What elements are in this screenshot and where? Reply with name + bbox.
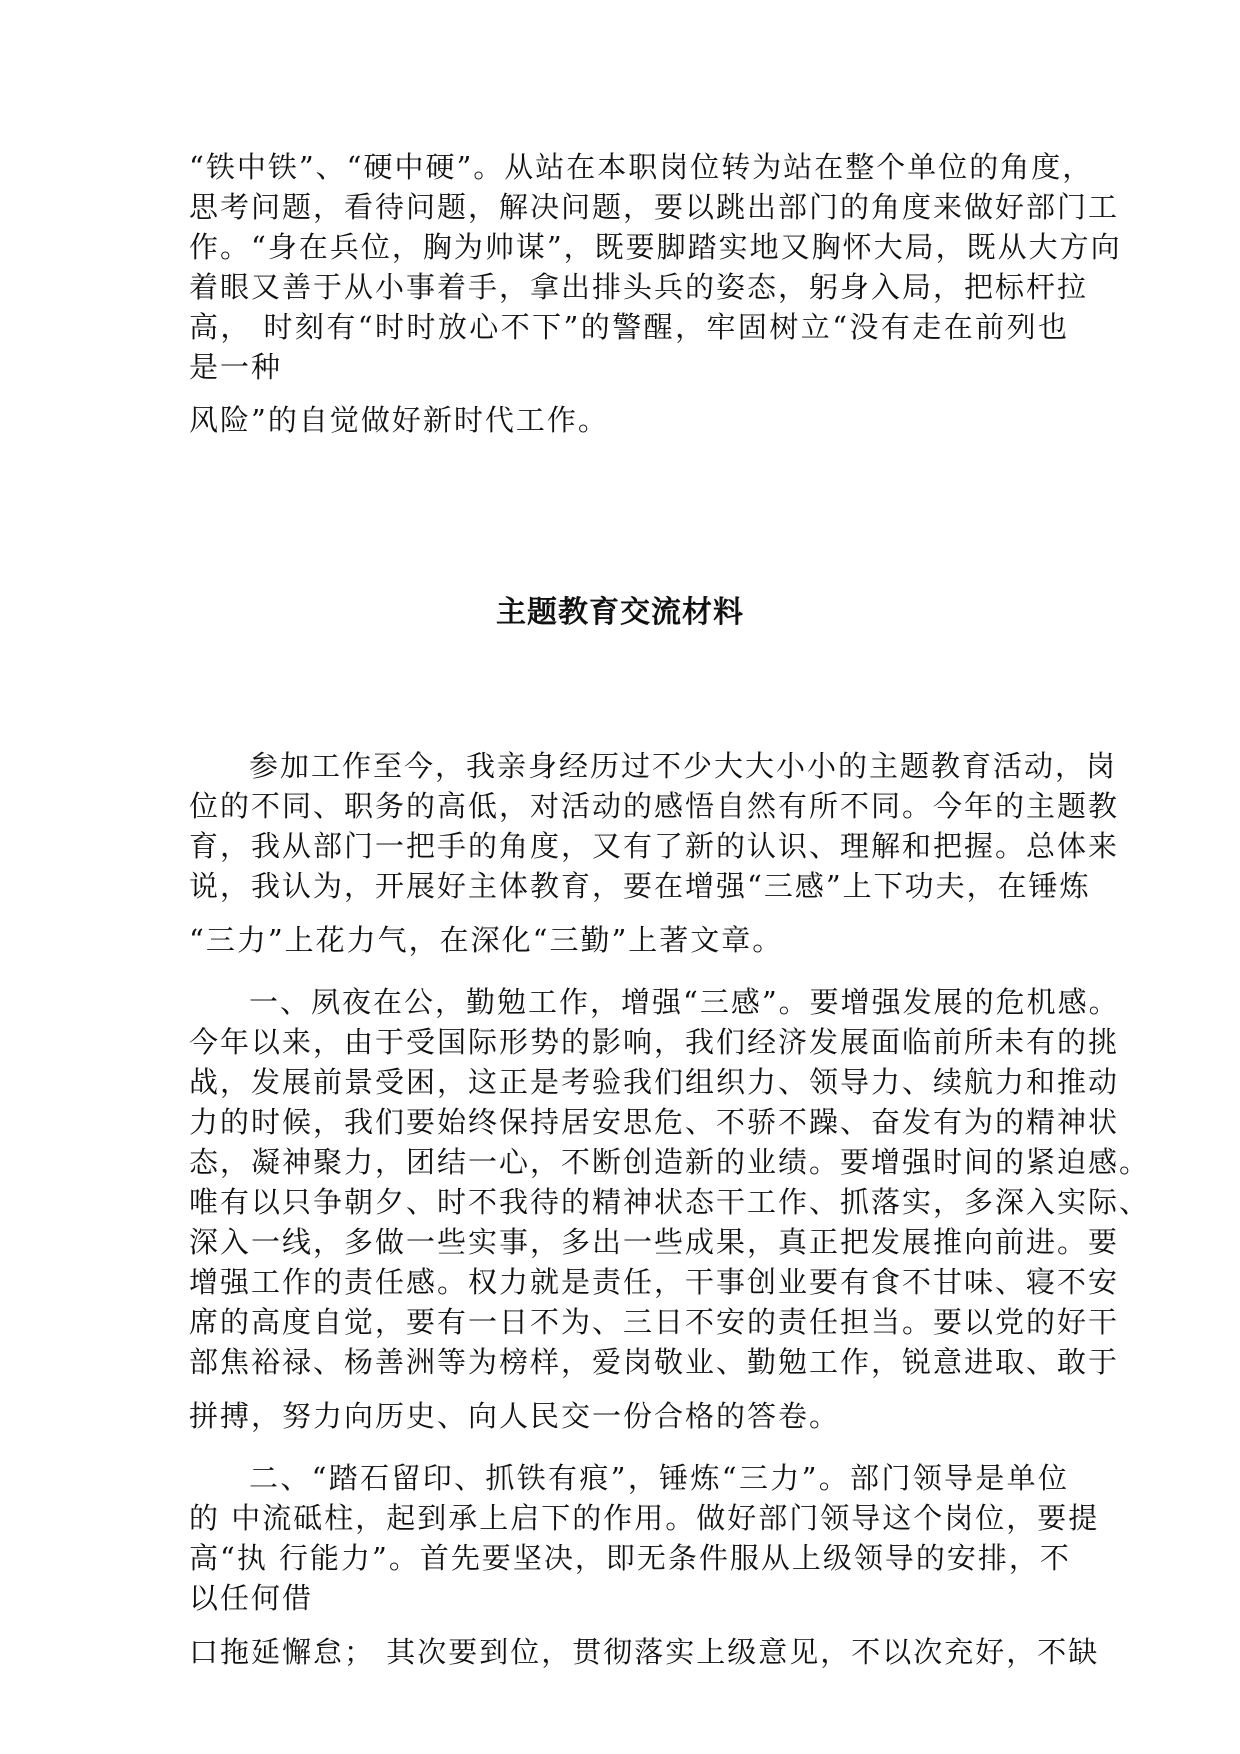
text-line: 唯有以只争朝夕、时不我待的精神状态干工作、抓落实，多深入实际、 — [189, 1185, 1151, 1219]
text-line: 说，我认为，开展好主体教育，要在增强“三感”上下功夫，在锤炼 — [189, 869, 1091, 903]
text-line: 以任何借 — [189, 1581, 314, 1615]
text-line: 的 中流砥柱，起到承上启下的作用。做好部门领导这个岗位，要提 — [189, 1501, 1100, 1535]
text-line: 参加工作至今，我亲身经历过不少大大小小的主题教育活动，岗 — [249, 749, 1118, 783]
text-line: “三力”上花力气，在深化“三勤”上著文章。 — [189, 923, 784, 957]
text-line: 是一种 — [189, 350, 283, 384]
text-line: 风险”的自觉做好新时代工作。 — [189, 403, 609, 437]
text-line: 着眼又善于从小事着手，拿出排头兵的姿态，躬身入局，把标杆拉 — [189, 270, 1089, 304]
text-line: 作。“身在兵位，胸为帅谋”，既要脚踏实地又胸怀大局，既从大方向 — [189, 230, 1122, 264]
text-line: 席的高度自觉，要有一日不为、三日不安的责任担当。要以党的好干 — [189, 1305, 1120, 1339]
text-line: 部焦裕禄、杨善洲等为榜样，爱岗敬业、勤勉工作，锐意进取、敢于 — [189, 1345, 1120, 1379]
text-line: 力的时候，我们要始终保持居安思危、不骄不躁、奋发有为的精神状 — [189, 1105, 1120, 1139]
text-line: 口拖延懈怠； 其次要到位，贯彻落实上级意见，不以次充好，不缺 — [189, 1635, 1100, 1669]
text-line: 位的不同、职务的高低，对活动的感悟自然有所不同。今年的主题教 — [189, 789, 1120, 823]
text-line: 高“执 行能力”。首先要坚决，即无条件服从上级领导的安排，不 — [189, 1541, 1071, 1575]
text-line: 今年以来，由于受国际形势的影响，我们经济发展面临前所未有的挑 — [189, 1025, 1120, 1059]
text-line: 思考问题，看待问题，解决问题，要以跳出部门的角度来做好部门工 — [189, 190, 1120, 224]
text-line: 一、夙夜在公，勤勉工作，增强“三感”。要增强发展的危机感。 — [249, 985, 1120, 1019]
text-line: 育，我从部门一把手的角度，又有了新的认识、理解和把握。总体来 — [189, 829, 1120, 863]
text-line: 战，发展前景受困，这正是考验我们组织力、领导力、续航力和推动 — [189, 1065, 1120, 1099]
text-line: 态，凝神聚力，团结一心，不断创造新的业绩。要增强时间的紧迫感。 — [189, 1145, 1151, 1179]
text-line: 拼搏，努力向历史、向人民交一份合格的答卷。 — [189, 1399, 841, 1433]
text-line: 高， 时刻有“时时放心不下”的警醒，牢固树立“没有走在前列也 — [189, 310, 1069, 344]
text-line: 二、“踏石留印、抓铁有痕”，锤炼“三力”。部门领导是单位 — [249, 1461, 1069, 1495]
document-title: 主题教育交流材料 — [496, 595, 744, 630]
text-line: 深入一线，多做一些实事，多出一些成果，真正把发展推向前进。要 — [189, 1225, 1120, 1259]
text-line: “铁中铁”、“硬中硬”。从站在本职岗位转为站在整个单位的角度， — [189, 150, 1094, 184]
text-line: 增强工作的责任感。权力就是责任，干事创业要有食不甘味、寝不安 — [189, 1265, 1120, 1299]
